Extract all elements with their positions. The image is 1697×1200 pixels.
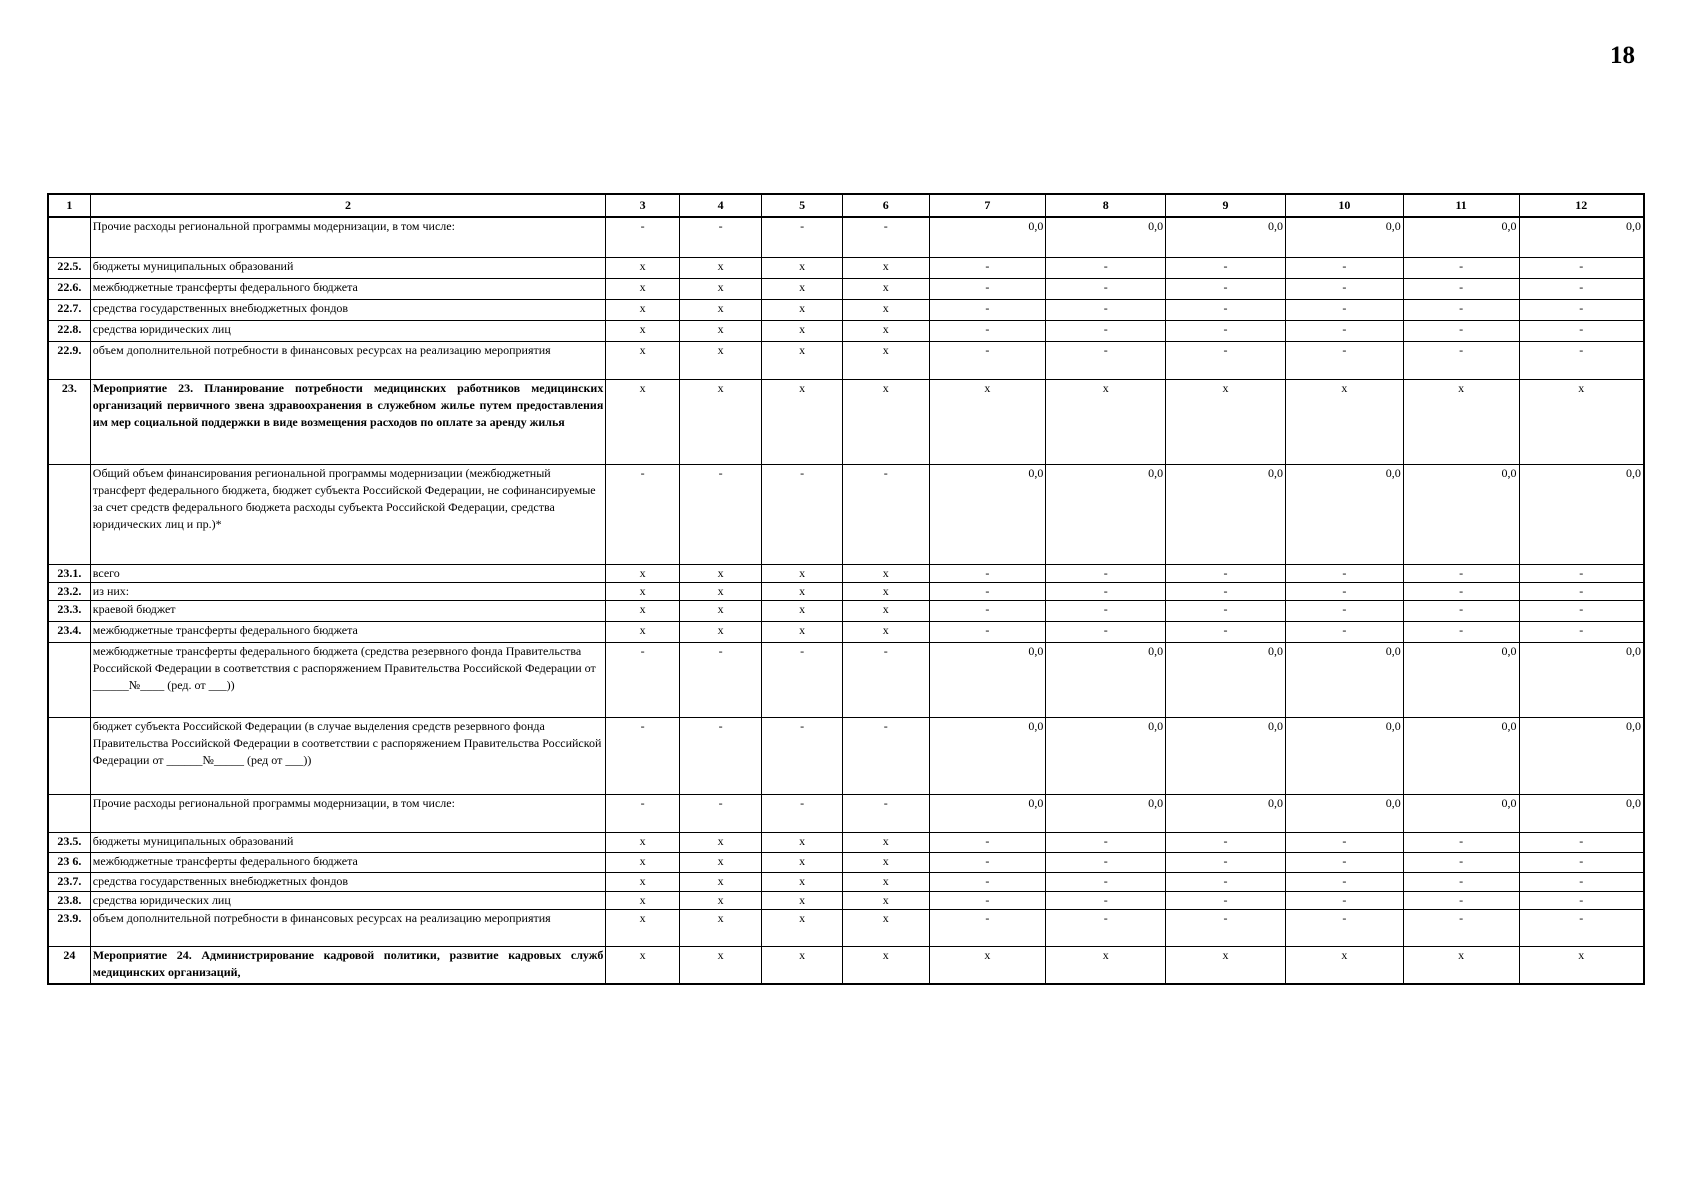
value-cell-col-12: 0,0 (1519, 217, 1644, 257)
value-cell-col-7: - (929, 872, 1046, 891)
value-cell-col-7: - (929, 832, 1046, 852)
header-cell: 6 (842, 194, 929, 217)
value-cell-col-12: - (1519, 257, 1644, 278)
value-cell-col-10: 0,0 (1285, 217, 1403, 257)
value-cell-col-12: 0,0 (1519, 717, 1644, 794)
value-cell-col-3: x (606, 299, 680, 320)
value-cell-col-5: x (762, 621, 843, 642)
table-row (48, 320, 1644, 341)
table-row (48, 582, 1644, 600)
value-cell-col-6: - (842, 717, 929, 794)
value-cell-col-10: - (1285, 564, 1403, 582)
value-cell-col-3: - (606, 217, 680, 257)
value-cell-col-5: x (762, 341, 843, 379)
row-number-cell: 23.7. (48, 872, 90, 891)
value-cell-col-3: x (606, 582, 680, 600)
value-cell-col-8: 0,0 (1046, 794, 1166, 832)
value-cell-col-3: x (606, 872, 680, 891)
value-cell-col-4: x (679, 909, 762, 946)
value-cell-col-11: - (1403, 621, 1519, 642)
value-cell-col-3: x (606, 320, 680, 341)
value-cell-col-8: - (1046, 320, 1166, 341)
value-cell-col-6: - (842, 464, 929, 564)
value-cell-col-3: x (606, 946, 680, 984)
value-cell-col-10: - (1285, 257, 1403, 278)
value-cell-col-8: - (1046, 621, 1166, 642)
table-row (48, 794, 1644, 832)
value-cell-col-9: - (1166, 852, 1286, 872)
value-cell-col-12: x (1519, 379, 1644, 464)
value-cell-col-4: x (679, 278, 762, 299)
value-cell-col-10: - (1285, 341, 1403, 379)
value-cell-col-3: x (606, 852, 680, 872)
value-cell-col-3: x (606, 379, 680, 464)
value-cell-col-5: x (762, 832, 843, 852)
value-cell-col-11: - (1403, 341, 1519, 379)
value-cell-col-4: x (679, 946, 762, 984)
value-cell-col-4: x (679, 379, 762, 464)
value-cell-col-9: - (1166, 600, 1286, 621)
value-cell-col-6: x (842, 341, 929, 379)
row-number-cell (48, 642, 90, 717)
header-cell: 7 (929, 194, 1046, 217)
value-cell-col-7: - (929, 299, 1046, 320)
value-cell-col-6: x (842, 564, 929, 582)
row-number-cell: 23.9. (48, 909, 90, 946)
description-cell: средства государственных внебюджетных фондов (90, 299, 606, 320)
value-cell-col-9: x (1166, 946, 1286, 984)
value-cell-col-6: x (842, 600, 929, 621)
value-cell-col-10: 0,0 (1285, 794, 1403, 832)
value-cell-col-11: - (1403, 299, 1519, 320)
value-cell-col-7: - (929, 582, 1046, 600)
value-cell-col-3: x (606, 341, 680, 379)
table-row (48, 717, 1644, 794)
value-cell-col-11: 0,0 (1403, 642, 1519, 717)
value-cell-col-9: 0,0 (1166, 642, 1286, 717)
value-cell-col-7: 0,0 (929, 217, 1046, 257)
value-cell-col-6: - (842, 642, 929, 717)
value-cell-col-6: x (842, 891, 929, 909)
description-cell: объем дополнительной потребности в финансовых ресурсах на реализацию мероприятия (90, 341, 606, 379)
table-row (48, 278, 1644, 299)
table-row (48, 564, 1644, 582)
value-cell-col-10: - (1285, 872, 1403, 891)
value-cell-col-4: x (679, 891, 762, 909)
row-number-cell: 22.6. (48, 278, 90, 299)
value-cell-col-9: - (1166, 278, 1286, 299)
value-cell-col-9: - (1166, 341, 1286, 379)
page-number: 18 (1610, 42, 1635, 69)
value-cell-col-5: - (762, 717, 843, 794)
value-cell-col-7: - (929, 852, 1046, 872)
value-cell-col-11: 0,0 (1403, 717, 1519, 794)
value-cell-col-4: x (679, 872, 762, 891)
value-cell-col-4: x (679, 257, 762, 278)
value-cell-col-12: - (1519, 832, 1644, 852)
value-cell-col-10: - (1285, 278, 1403, 299)
description-cell: краевой бюджет (90, 600, 606, 621)
value-cell-col-4: x (679, 621, 762, 642)
table-row (48, 642, 1644, 717)
row-number-cell: 23.8. (48, 891, 90, 909)
value-cell-col-10: - (1285, 320, 1403, 341)
value-cell-col-12: - (1519, 299, 1644, 320)
description-cell: межбюджетные трансферты федерального бюджета (90, 621, 606, 642)
header-row (48, 194, 1644, 217)
value-cell-col-6: x (842, 320, 929, 341)
header-cell: 8 (1046, 194, 1166, 217)
value-cell-col-12: - (1519, 909, 1644, 946)
value-cell-col-12: - (1519, 278, 1644, 299)
value-cell-col-3: x (606, 278, 680, 299)
value-cell-col-11: - (1403, 564, 1519, 582)
value-cell-col-9: 0,0 (1166, 794, 1286, 832)
value-cell-col-9: 0,0 (1166, 717, 1286, 794)
value-cell-col-7: 0,0 (929, 642, 1046, 717)
value-cell-col-5: - (762, 464, 843, 564)
description-cell: Прочие расходы региональной программы модернизации, в том числе: (90, 217, 606, 257)
value-cell-col-8: - (1046, 564, 1166, 582)
value-cell-col-7: - (929, 278, 1046, 299)
value-cell-col-9: - (1166, 872, 1286, 891)
value-cell-col-4: - (679, 642, 762, 717)
value-cell-col-12: - (1519, 564, 1644, 582)
value-cell-col-10: - (1285, 832, 1403, 852)
value-cell-col-5: - (762, 642, 843, 717)
value-cell-col-3: - (606, 717, 680, 794)
header-cell: 4 (679, 194, 762, 217)
description-cell: межбюджетные трансферты федерального бюджета (90, 278, 606, 299)
value-cell-col-10: - (1285, 852, 1403, 872)
description-cell: Мероприятие 23. Планирование потребности медицинских работников медицинских организаций первичного звена здравоохранения в служебном жилье путем предоставления им мер социальной поддержки в виде возмещения расходов по оплате за аренду жилья (90, 379, 606, 464)
table-row (48, 464, 1644, 564)
value-cell-col-9: - (1166, 564, 1286, 582)
value-cell-col-7: - (929, 600, 1046, 621)
description-cell: Мероприятие 24. Администрирование кадровой политики, развитие кадровых служб медицинских организаций, (90, 946, 606, 984)
header-cell: 1 (48, 194, 90, 217)
value-cell-col-11: - (1403, 320, 1519, 341)
value-cell-col-9: x (1166, 379, 1286, 464)
row-number-cell (48, 717, 90, 794)
value-cell-col-5: x (762, 582, 843, 600)
row-number-cell: 22.8. (48, 320, 90, 341)
financing-table (47, 193, 1645, 985)
value-cell-col-8: 0,0 (1046, 642, 1166, 717)
value-cell-col-8: 0,0 (1046, 217, 1166, 257)
value-cell-col-8: 0,0 (1046, 717, 1166, 794)
value-cell-col-8: - (1046, 582, 1166, 600)
table-row (48, 852, 1644, 872)
description-cell: Прочие расходы региональной программы модернизации, в том числе: (90, 794, 606, 832)
value-cell-col-4: - (679, 717, 762, 794)
value-cell-col-7: x (929, 379, 1046, 464)
value-cell-col-6: x (842, 257, 929, 278)
value-cell-col-11: 0,0 (1403, 217, 1519, 257)
value-cell-col-11: - (1403, 278, 1519, 299)
value-cell-col-5: x (762, 946, 843, 984)
value-cell-col-7: - (929, 341, 1046, 379)
description-cell: бюджеты муниципальных образований (90, 832, 606, 852)
value-cell-col-3: x (606, 832, 680, 852)
description-cell: всего (90, 564, 606, 582)
header-cell: 3 (606, 194, 680, 217)
value-cell-col-3: x (606, 891, 680, 909)
table-row (48, 299, 1644, 320)
value-cell-col-9: 0,0 (1166, 464, 1286, 564)
value-cell-col-7: - (929, 621, 1046, 642)
value-cell-col-7: - (929, 909, 1046, 946)
value-cell-col-12: - (1519, 341, 1644, 379)
row-number-cell: 23.1. (48, 564, 90, 582)
value-cell-col-10: 0,0 (1285, 464, 1403, 564)
header-cell: 2 (90, 194, 606, 217)
value-cell-col-4: x (679, 341, 762, 379)
value-cell-col-12: - (1519, 872, 1644, 891)
value-cell-col-11: - (1403, 832, 1519, 852)
table-row (48, 217, 1644, 257)
value-cell-col-4: x (679, 299, 762, 320)
value-cell-col-4: x (679, 832, 762, 852)
header-cell: 12 (1519, 194, 1644, 217)
value-cell-col-5: x (762, 891, 843, 909)
header-cell: 10 (1285, 194, 1403, 217)
value-cell-col-10: - (1285, 582, 1403, 600)
description-cell: средства юридических лиц (90, 320, 606, 341)
value-cell-col-9: - (1166, 891, 1286, 909)
value-cell-col-11: 0,0 (1403, 464, 1519, 564)
value-cell-col-9: - (1166, 582, 1286, 600)
value-cell-col-8: - (1046, 278, 1166, 299)
table-row (48, 600, 1644, 621)
value-cell-col-11: - (1403, 582, 1519, 600)
row-number-cell: 23.2. (48, 582, 90, 600)
value-cell-col-12: - (1519, 621, 1644, 642)
row-number-cell: 22.9. (48, 341, 90, 379)
value-cell-col-9: - (1166, 621, 1286, 642)
table-row (48, 909, 1644, 946)
value-cell-col-5: x (762, 278, 843, 299)
value-cell-col-4: x (679, 582, 762, 600)
value-cell-col-12: 0,0 (1519, 642, 1644, 717)
table-row (48, 341, 1644, 379)
value-cell-col-12: - (1519, 891, 1644, 909)
value-cell-col-5: x (762, 564, 843, 582)
row-number-cell: 24 (48, 946, 90, 984)
value-cell-col-10: x (1285, 946, 1403, 984)
value-cell-col-10: - (1285, 621, 1403, 642)
value-cell-col-10: - (1285, 891, 1403, 909)
value-cell-col-4: x (679, 564, 762, 582)
header-cell: 9 (1166, 194, 1286, 217)
value-cell-col-7: 0,0 (929, 794, 1046, 832)
value-cell-col-10: x (1285, 379, 1403, 464)
value-cell-col-9: - (1166, 320, 1286, 341)
value-cell-col-11: - (1403, 257, 1519, 278)
value-cell-col-5: x (762, 299, 843, 320)
value-cell-col-7: - (929, 564, 1046, 582)
value-cell-col-8: - (1046, 299, 1166, 320)
description-cell: средства юридических лиц (90, 891, 606, 909)
table-row (48, 379, 1644, 464)
value-cell-col-8: x (1046, 379, 1166, 464)
table-row (48, 946, 1644, 984)
value-cell-col-10: - (1285, 600, 1403, 621)
value-cell-col-3: - (606, 642, 680, 717)
row-number-cell: 22.5. (48, 257, 90, 278)
value-cell-col-8: - (1046, 909, 1166, 946)
row-number-cell: 23 6. (48, 852, 90, 872)
value-cell-col-12: - (1519, 582, 1644, 600)
value-cell-col-12: - (1519, 852, 1644, 872)
value-cell-col-4: x (679, 320, 762, 341)
table-row (48, 257, 1644, 278)
description-cell: Общий объем финансирования региональной программы модернизации (межбюджетный трансферт федерального бюджета, бюджет субъекта Российской Федерации, не софинансируемые за счет средств федерального бюджета расходы субъекта Российской Федерации, средства юридических лиц и пр.)* (90, 464, 606, 564)
value-cell-col-6: - (842, 217, 929, 257)
table-body (48, 194, 1644, 984)
value-cell-col-11: - (1403, 600, 1519, 621)
value-cell-col-6: x (842, 278, 929, 299)
value-cell-col-11: - (1403, 891, 1519, 909)
value-cell-col-9: - (1166, 257, 1286, 278)
value-cell-col-5: x (762, 379, 843, 464)
value-cell-col-10: 0,0 (1285, 642, 1403, 717)
header-cell: 11 (1403, 194, 1519, 217)
value-cell-col-3: x (606, 909, 680, 946)
value-cell-col-8: - (1046, 257, 1166, 278)
value-cell-col-6: x (842, 582, 929, 600)
table-row (48, 891, 1644, 909)
description-cell: объем дополнительной потребности в финансовых ресурсах на реализацию мероприятия (90, 909, 606, 946)
value-cell-col-6: x (842, 621, 929, 642)
value-cell-col-11: - (1403, 852, 1519, 872)
value-cell-col-8: - (1046, 600, 1166, 621)
description-cell: межбюджетные трансферты федерального бюджета (средства резервного фонда Правительства Российской Федерации в соответствия с распоряжением Правительства Российской Федерации от ______№____ (ред. от ___)) (90, 642, 606, 717)
value-cell-col-9: 0,0 (1166, 217, 1286, 257)
row-number-cell: 23. (48, 379, 90, 464)
value-cell-col-3: x (606, 257, 680, 278)
value-cell-col-10: - (1285, 909, 1403, 946)
value-cell-col-12: - (1519, 600, 1644, 621)
value-cell-col-12: 0,0 (1519, 794, 1644, 832)
value-cell-col-6: x (842, 909, 929, 946)
value-cell-col-8: - (1046, 872, 1166, 891)
value-cell-col-5: x (762, 600, 843, 621)
value-cell-col-11: 0,0 (1403, 794, 1519, 832)
value-cell-col-8: 0,0 (1046, 464, 1166, 564)
value-cell-col-3: - (606, 794, 680, 832)
value-cell-col-9: - (1166, 299, 1286, 320)
value-cell-col-7: - (929, 891, 1046, 909)
value-cell-col-10: 0,0 (1285, 717, 1403, 794)
value-cell-col-4: - (679, 217, 762, 257)
row-number-cell (48, 794, 90, 832)
value-cell-col-4: x (679, 852, 762, 872)
value-cell-col-8: x (1046, 946, 1166, 984)
value-cell-col-11: - (1403, 872, 1519, 891)
value-cell-col-7: 0,0 (929, 717, 1046, 794)
value-cell-col-9: - (1166, 909, 1286, 946)
value-cell-col-8: - (1046, 891, 1166, 909)
value-cell-col-3: x (606, 600, 680, 621)
value-cell-col-5: x (762, 320, 843, 341)
row-number-cell (48, 464, 90, 564)
value-cell-col-5: - (762, 217, 843, 257)
value-cell-col-6: x (842, 379, 929, 464)
value-cell-col-11: x (1403, 379, 1519, 464)
value-cell-col-3: x (606, 564, 680, 582)
value-cell-col-12: x (1519, 946, 1644, 984)
value-cell-col-9: - (1166, 832, 1286, 852)
value-cell-col-5: x (762, 872, 843, 891)
value-cell-col-5: - (762, 794, 843, 832)
table-row (48, 621, 1644, 642)
value-cell-col-3: x (606, 621, 680, 642)
table-row (48, 832, 1644, 852)
row-number-cell: 22.7. (48, 299, 90, 320)
value-cell-col-6: x (842, 852, 929, 872)
value-cell-col-10: - (1285, 299, 1403, 320)
row-number-cell: 23.4. (48, 621, 90, 642)
description-cell: бюджеты муниципальных образований (90, 257, 606, 278)
value-cell-col-5: x (762, 852, 843, 872)
value-cell-col-4: - (679, 464, 762, 564)
value-cell-col-5: x (762, 257, 843, 278)
value-cell-col-8: - (1046, 852, 1166, 872)
value-cell-col-8: - (1046, 341, 1166, 379)
row-number-cell: 23.3. (48, 600, 90, 621)
value-cell-col-11: - (1403, 909, 1519, 946)
value-cell-col-6: - (842, 794, 929, 832)
row-number-cell: 23.5. (48, 832, 90, 852)
row-number-cell (48, 217, 90, 257)
value-cell-col-6: x (842, 872, 929, 891)
description-cell: межбюджетные трансферты федерального бюджета (90, 852, 606, 872)
value-cell-col-7: - (929, 320, 1046, 341)
value-cell-col-11: x (1403, 946, 1519, 984)
description-cell: бюджет субъекта Российской Федерации (в случае выделения средств резервного фонда Правительства Российской Федерации в соответствии с распоряжением Правительства Российской Федерации от ______№_____ (ред от ___)) (90, 717, 606, 794)
value-cell-col-12: 0,0 (1519, 464, 1644, 564)
value-cell-col-6: x (842, 299, 929, 320)
value-cell-col-4: - (679, 794, 762, 832)
value-cell-col-6: x (842, 946, 929, 984)
value-cell-col-7: - (929, 257, 1046, 278)
description-cell: из них: (90, 582, 606, 600)
value-cell-col-5: x (762, 909, 843, 946)
value-cell-col-7: 0,0 (929, 464, 1046, 564)
value-cell-col-3: - (606, 464, 680, 564)
description-cell: средства государственных внебюджетных фондов (90, 872, 606, 891)
value-cell-col-7: x (929, 946, 1046, 984)
value-cell-col-12: - (1519, 320, 1644, 341)
table-row (48, 872, 1644, 891)
header-cell: 5 (762, 194, 843, 217)
value-cell-col-4: x (679, 600, 762, 621)
value-cell-col-6: x (842, 832, 929, 852)
value-cell-col-8: - (1046, 832, 1166, 852)
